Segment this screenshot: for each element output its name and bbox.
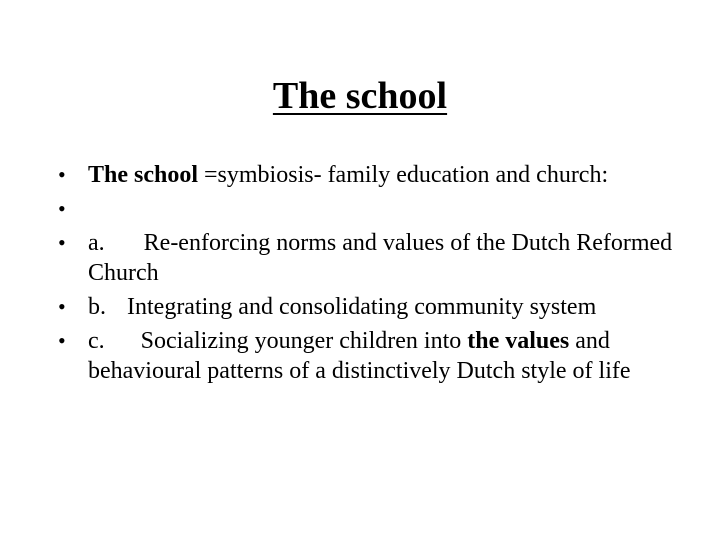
bullet-dot-icon: •: [58, 162, 66, 187]
bullet-item-2: [58, 194, 678, 224]
bullet-dot-icon: •: [58, 328, 66, 353]
bullet-item-1: [58, 160, 678, 190]
bullet-5-bold: the values: [467, 328, 570, 354]
bullet-1-bold: The school: [88, 162, 199, 188]
bullet-4-label: b.: [88, 294, 106, 320]
bullet-item-4: [58, 292, 678, 322]
bullet-5-label: c.: [88, 328, 105, 354]
bullet-dot-icon: •: [58, 294, 66, 319]
bullet-item-3: [58, 228, 678, 288]
bullet-4-text: Integrating and consolidating community system: [127, 294, 597, 320]
bullet-dot-icon: •: [58, 230, 66, 255]
bullet-dot-icon: •: [58, 196, 66, 221]
bullet-3-label: a.: [88, 230, 105, 256]
bullet-list: [58, 160, 678, 390]
bullet-5-text-after: and behavioural patterns of a distinctively Dutch style of life: [88, 328, 631, 384]
slide-title: [0, 72, 720, 120]
bullet-3-text: Re-enforcing norms and values of the Dutch Reformed Church: [88, 230, 673, 286]
bullet-5-text-before: Socializing younger children into: [140, 328, 468, 354]
bullet-item-5: [58, 326, 678, 386]
bullet-1-text: =symbiosis- family education and church:: [198, 162, 609, 188]
slide-title-text: The school: [272, 75, 448, 117]
